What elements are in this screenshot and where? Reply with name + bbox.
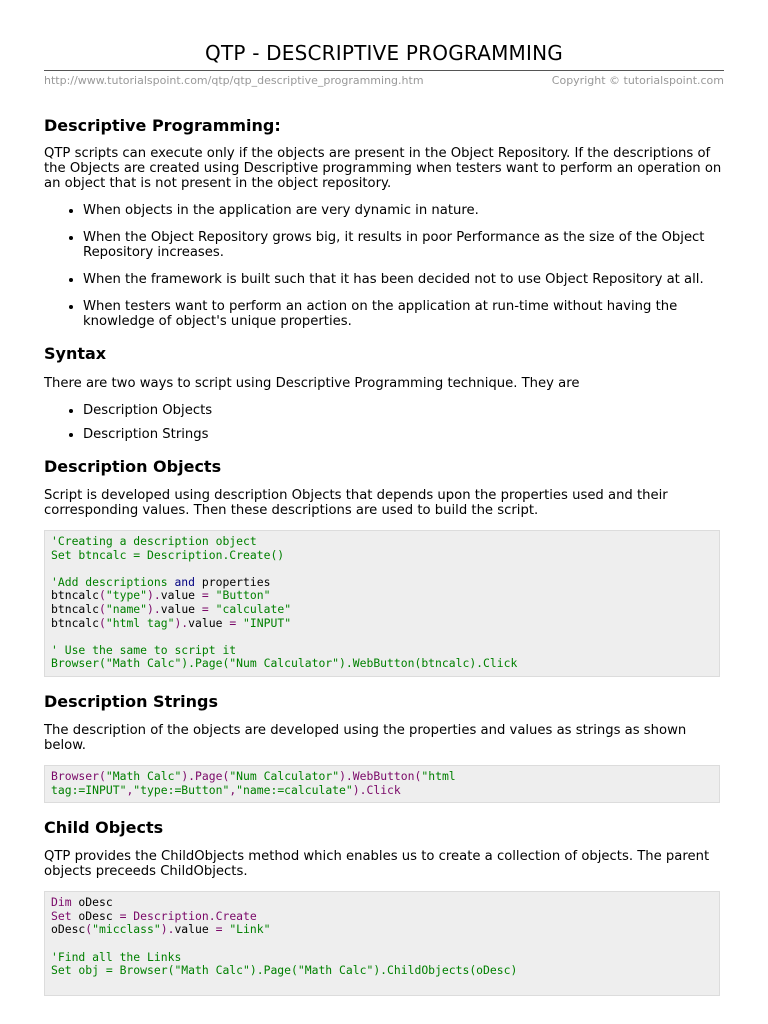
paragraph-child-objects-intro: QTP provides the ChildObjects method which enables us to create a collection of objects. The parent objects preceeds ChildObjects. xyxy=(44,849,710,880)
section-heading-description-objects: Description Objects xyxy=(44,457,222,476)
paragraph-description-strings-intro: The description of the objects are developed using the properties and values as strings as shown below. xyxy=(44,722,687,753)
list-item: • When the Object Repository grows big, it results in poor Performance as the size of the Object Repository increases. xyxy=(83,230,724,260)
header-meta xyxy=(44,74,724,88)
list-item: • Description Strings xyxy=(83,427,724,442)
bullet-list-syntax xyxy=(44,403,724,442)
code-block-description-strings: Browser("Math Calc").Page("Num Calculator").WebButton("html tag:=INPUT","type:=Button","name:=calculate").Click xyxy=(44,765,720,803)
section-heading-description-strings: Description Strings xyxy=(44,691,218,711)
source-url[interactable]: http://www.tutorialspoint.com/qtp/qtp_descriptive_programming.htm xyxy=(44,74,424,87)
section-heading-child-objects: Child Objects xyxy=(44,818,164,838)
paragraph-syntax-intro: There are two ways to script using Descriptive Programming technique. They are xyxy=(44,376,580,391)
document-page xyxy=(44,0,724,996)
paragraph-description-objects-intro: Script is developed using description Objects that depends upon the properties used and their corresponding values. Then these descriptions are used to build the script. xyxy=(44,488,668,518)
header-divider xyxy=(44,70,724,71)
bullet-list-descriptive xyxy=(44,203,724,329)
list-item: • When testers want to perform an action on the application at run-time without having the knowledge of object's unique properties. xyxy=(83,299,724,329)
copyright-notice: Copyright © tutorialspoint.com xyxy=(551,74,724,87)
page-title: QTP - DESCRIPTIVE PROGRAMMING xyxy=(205,41,563,65)
section-heading-descriptive: Descriptive Programming: xyxy=(44,116,281,135)
list-item: • Description Objects xyxy=(83,403,724,418)
code-block-description-objects: 'Creating a description object Set btncalc = Description.Create() 'Add descriptions and properties btncalc("type").value = "Button" btncalc("name").value = "calculate" btncalc("html tag").value = "INPUT" ' Use the same to script it Browser("Math Calc").Page("Num Calculator").WebButton(btncalc).Click xyxy=(44,530,720,677)
code-block-child-objects: Dim oDesc Set oDesc = Description.Create oDesc("micclass").value = "Link" 'Find all the Links Set obj = Browser("Math Calc").Page("Math Calc").ChildObjects(oDesc) xyxy=(44,891,720,996)
list-item: • When objects in the application are very dynamic in nature. xyxy=(83,203,724,218)
paragraph-descriptive-intro: QTP scripts can execute only if the objects are present in the Object Repository. If the descriptions of the Objects are created using Descriptive programming when testers want to perform an operation on an object that is not present in the object repository. xyxy=(44,146,722,191)
list-item: • When the framework is built such that it has been decided not to use Object Repository at all. xyxy=(83,272,724,287)
section-heading-syntax: Syntax xyxy=(44,344,107,363)
